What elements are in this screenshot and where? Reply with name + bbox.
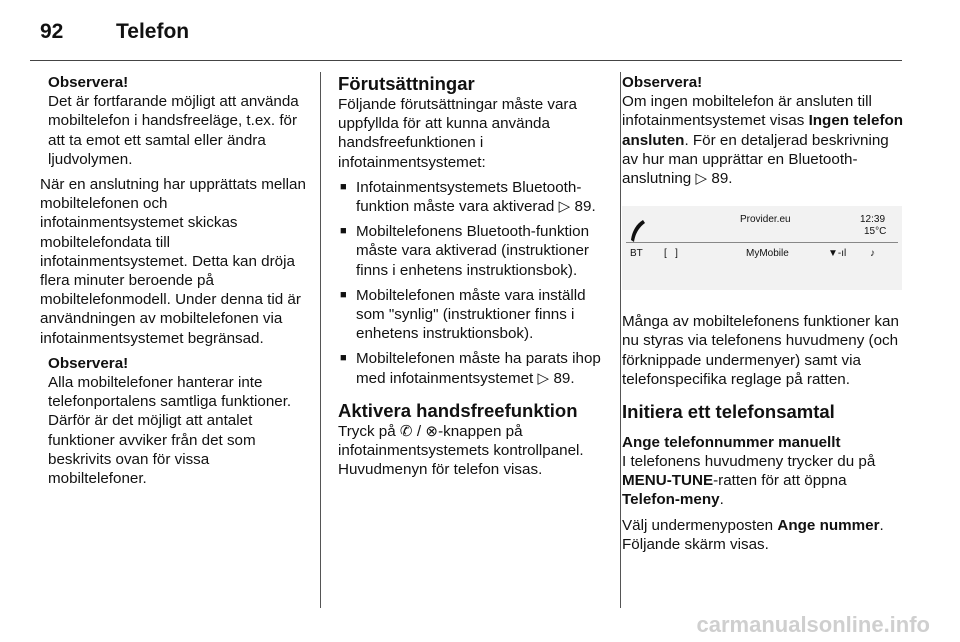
music-icon: ♪ <box>870 248 875 260</box>
handset-icon <box>628 218 648 244</box>
list-item: ■ Mobiltelefonen måste ha parats ihop med infotainmentsystemet ▷ 89. <box>338 349 608 387</box>
note-3 <box>622 73 904 188</box>
list-item: ■ Mobiltelefonens Bluetooth-funktion måste vara aktiverad (instruktioner finns i enhetens instruktionsbok). <box>338 222 608 280</box>
heading-activate-handsfree: Aktivera handsfreefunktion <box>338 399 578 421</box>
prerequisites-intro: Följande förutsättningar måste vara uppfyllda för att kunna använda handsfreefunktionen i infotainmentsystemet: <box>338 96 577 171</box>
menu-tune-paragraph: I telefonens huvudmeny trycker du på MENU-TUNE-ratten för att öppna Telefon-meny. <box>622 453 876 509</box>
screen-bt: BT <box>630 248 643 260</box>
screen-temp: 15°C <box>864 226 887 238</box>
screen-time: 12:39 <box>860 214 886 226</box>
column-1 <box>40 73 312 488</box>
note-2-text: Alla mobiltelefoner hanterar inte telefonportalens samtliga funktioner. Därför är det möjligt att antalet funktioner avviker från det som beskrivits ovan för vissa mobiltelefoner. <box>48 374 292 488</box>
page-title: Telefon <box>116 20 190 43</box>
note-2-title: Observera! <box>48 354 129 372</box>
note-2 <box>40 354 312 488</box>
note-3-text: Om ingen mobiltelefon är ansluten till infotainmentsystemet visas Ingen telefon ansluten. För en detaljerad beskrivning av hur man upprättar en Bluetooth-anslutning ▷ 89. <box>622 93 904 188</box>
list-item: ■ Infotainmentsystemets Bluetooth-funktion måste vara aktiverad ▷ 89. <box>338 178 608 216</box>
phone-icon: ✆ <box>399 422 413 440</box>
heading-initiate-call: Initiera ett telefonsamtal <box>622 401 835 423</box>
screen-divider <box>626 242 898 243</box>
note-1 <box>40 73 312 169</box>
screen-mymobile: MyMobile <box>746 248 789 260</box>
connection-paragraph: När en anslutning har upprättats mellan mobiltelefonen och infotainmentsystemet skickas mobiltelefondata till infotainmentsystemet. Detta kan dröja flera minuter beroende på mobiltelefonmodell. Under denna tid är användningen av mobiltelefonen via infotainmentsystemet begränsad. <box>40 176 306 347</box>
page-ref-icon: ▷ <box>695 170 708 188</box>
display-screenshot <box>622 206 902 290</box>
page-ref: 89. <box>574 198 596 216</box>
screen-provider: Provider.eu <box>740 214 791 226</box>
mute-icon: ⊗ <box>425 422 439 440</box>
note-1-title: Observera! <box>48 74 129 91</box>
signal-icon: ▼‑ıl <box>828 248 847 260</box>
note-3-title: Observera! <box>622 74 703 91</box>
page-number: 92 <box>40 20 64 43</box>
list-item: ■ Mobiltelefonen måste vara inställd som "synlig" (instruktioner finns i enhetens instruktionsbok). <box>338 286 608 344</box>
page-ref-icon: ▷ <box>537 369 550 387</box>
column-2 <box>338 73 608 485</box>
screen-brackets: [ ] <box>664 248 678 260</box>
header-rule <box>30 60 902 61</box>
page-header <box>0 0 960 60</box>
page-ref-icon: ▷ <box>558 198 571 216</box>
features-paragraph: Många av mobiltelefonens funktioner kan nu styras via telefonens huvudmeny (och förknippade undermenyer) samt via telefonspecifika reglage på ratten. <box>622 313 899 388</box>
column-divider-1 <box>320 72 321 608</box>
select-submenu-paragraph: Välj undermenyposten Ange nummer. Följande skärm visas. <box>622 516 884 553</box>
heading-prerequisites: Förutsättningar <box>338 73 475 94</box>
subheading-enter-number: Ange telefonnummer manuellt <box>622 434 841 452</box>
page-ref: 89. <box>553 369 575 387</box>
activate-paragraph: Tryck på ✆ / ⊗-knappen på infotainmentsystemets kontrollpanel. Huvudmenyn för telefon visas. <box>338 422 584 479</box>
column-divider-2 <box>620 72 621 608</box>
watermark: carmanualsonline.info <box>696 612 930 637</box>
note-1-text: Det är fortfarande möjligt att använda mobiltelefon i handsfreeläge, t.ex. för att ta emot ett samtal eller ändra ljudvolymen. <box>48 93 299 168</box>
column-3 <box>622 73 904 560</box>
prerequisites-list <box>338 178 608 388</box>
